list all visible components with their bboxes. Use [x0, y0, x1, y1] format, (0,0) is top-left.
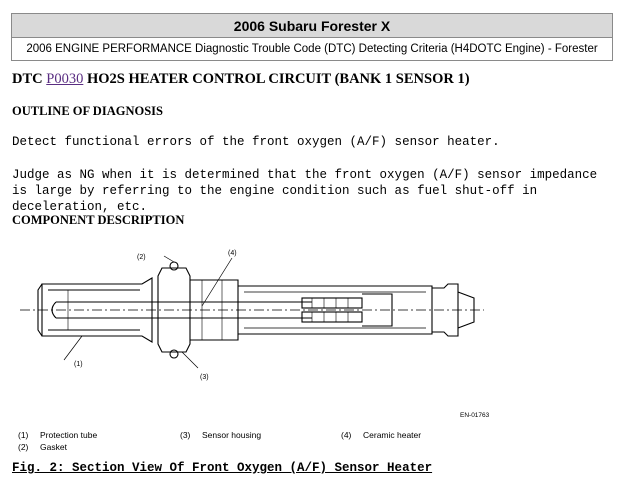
figure-code: EN-01763 [460, 412, 490, 419]
dtc-title: HO2S HEATER CONTROL CIRCUIT (BANK 1 SENSOR 1) [86, 71, 470, 87]
legend-num: (4) [341, 430, 352, 440]
dtc-prefix: DTC [12, 71, 43, 87]
legend-label: Ceramic heater [363, 430, 422, 440]
document-subtitle-text: 2006 ENGINE PERFORMANCE Diagnostic Trouble Code (DTC) Detecting Criteria (H4DOTC Engine) - Forester [26, 43, 598, 55]
document-subtitle [11, 38, 613, 61]
callout-4: (4) [228, 250, 237, 257]
outline-paragraph-2: Judge as NG when it is determined that the front oxygen (A/F) sensor impedance is large by referring to the engine condition such as fuel shut-off in deceleration, etc. [12, 168, 598, 214]
outline-heading: OUTLINE OF DIAGNOSIS [12, 104, 163, 118]
legend-item-1 [18, 430, 97, 440]
figure-caption: Fig. 2: Section View Of Front Oxygen (A/F) Sensor Heater [12, 461, 433, 475]
callout-1: (1) [74, 361, 83, 368]
callout-3: (3) [200, 374, 209, 381]
dtc-heading [12, 71, 470, 88]
legend-item-3 [180, 430, 261, 440]
component-heading: COMPONENT DESCRIPTION [12, 213, 185, 227]
legend-num: (1) [18, 430, 29, 440]
legend-num: (2) [18, 442, 29, 452]
sensor-section-diagram [12, 242, 612, 422]
legend-num: (3) [180, 430, 191, 440]
outline-paragraph-1: Detect functional errors of the front oxygen (A/F) sensor heater. [12, 135, 500, 149]
legend-label: Protection tube [40, 430, 98, 440]
legend-label: Sensor housing [202, 430, 262, 440]
dtc-code-link[interactable]: P0030 [46, 71, 84, 87]
legend-item-4 [341, 430, 421, 440]
document-title [11, 13, 613, 38]
legend-label: Gasket [40, 442, 67, 452]
callout-2: (2) [137, 254, 146, 261]
legend-item-2 [18, 442, 67, 452]
document-title-text: 2006 Subaru Forester X [233, 17, 391, 34]
